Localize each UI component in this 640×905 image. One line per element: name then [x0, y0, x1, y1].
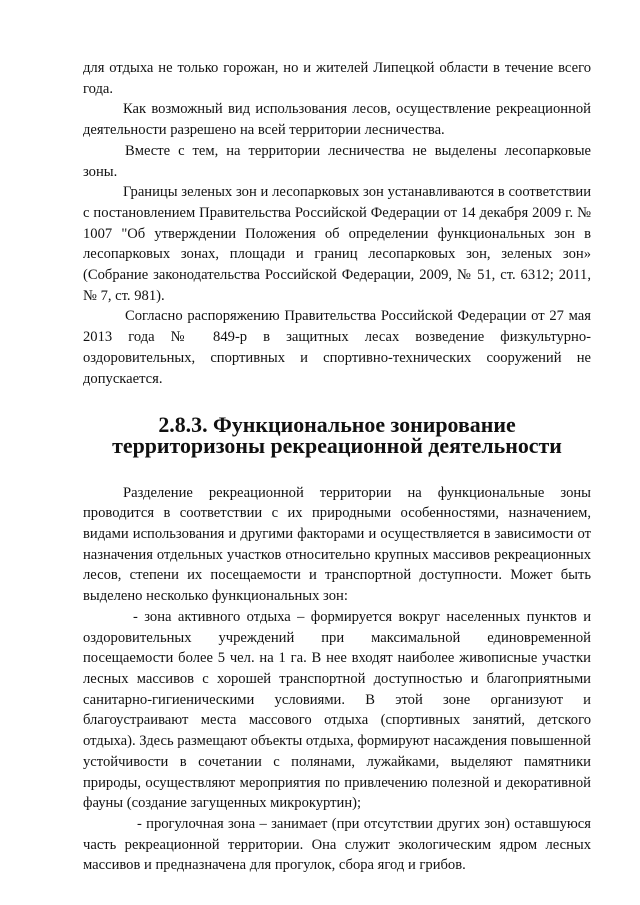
paragraph-walking-zone: - прогулочная зона – занимает (при отсутствии других зон) оставшуюся часть рекреационной территории. Она служит экологическим ядром лесных массивов и предназначена для прогулок, сбора ягод и грибов. — [83, 815, 591, 874]
paragraph-zoning-intro: Разделение рекреационной территории на функциональные зоны проводится в соответствии с их природными особенностями, назначением, видами использования и другими факторами и осуществляется в зависимости от назначения отдельных участков относительно крупных массивов рекреационных лесов, степени их посещаемости и транспортной доступности. Может быть выделено несколько функциональных зон: — [83, 484, 591, 605]
paragraph-continuation: для отдыха не только горожан, но и жителей Липецкой области в течение всего года. — [83, 60, 591, 97]
document-page — [83, 58, 591, 876]
paragraph-green-zone-boundaries: Границы зеленых зон и лесопарковых зон устанавливаются в соответствии с постановлением Правительства Российской Федерации от 14 декабря 2009 г. № 1007 "Об утверждении Положения об определении функциональных зон в лесопарковых зонах, площади и границ лесопарковых зон, зеленых зон» (Собрание законодательства Российской Федерации, 2009, № 51, ст. 6312; 2011, № 7, ст. 981). — [83, 184, 591, 304]
paragraph-no-forest-park-zones: Вместе с тем, на территории лесничества не выделены лесопарковые зоны. — [83, 142, 591, 180]
section-heading: 2.8.3. Функциональное зонирование территоризоны рекреационной деятельности — [112, 412, 562, 458]
paragraph-active-rest-zone: - зона активного отдыха – формируется вокруг населенных пунктов и оздоровительных учреждений при максимальной единовременной посещаемости более 5 чел. на 1 га. В нее входят наиболее живописные участки лесных массивов с хорошей транспортной доступностью и благоприятными санитарно-гигиеническими условиями. В этой зоне организуют и благоустраивают места массового отдыха (спортивных занятий, детского отдыха). Здесь размещают объекты отдыха, формируют насаждения повышенной устойчивости в сочетании с полянами, лужайками, выделяют памятники природы, осуществляют мероприятия по привлечению полезной и декоративной фауны (создание загущенных микрокуртин); — [83, 608, 591, 812]
paragraph-recreation-permitted: Как возможный вид использования лесов, осуществление рекреационной деятельности разрешено на всей территории лесничества. — [83, 101, 591, 139]
paragraph-government-order: Согласно распоряжению Правительства Российской Федерации от 27 мая 2013 года № 849-р в защитных лесах возведение физкультурно-оздоровительных, спортивных и спортивно-технических сооружений не допускается. — [83, 308, 591, 387]
